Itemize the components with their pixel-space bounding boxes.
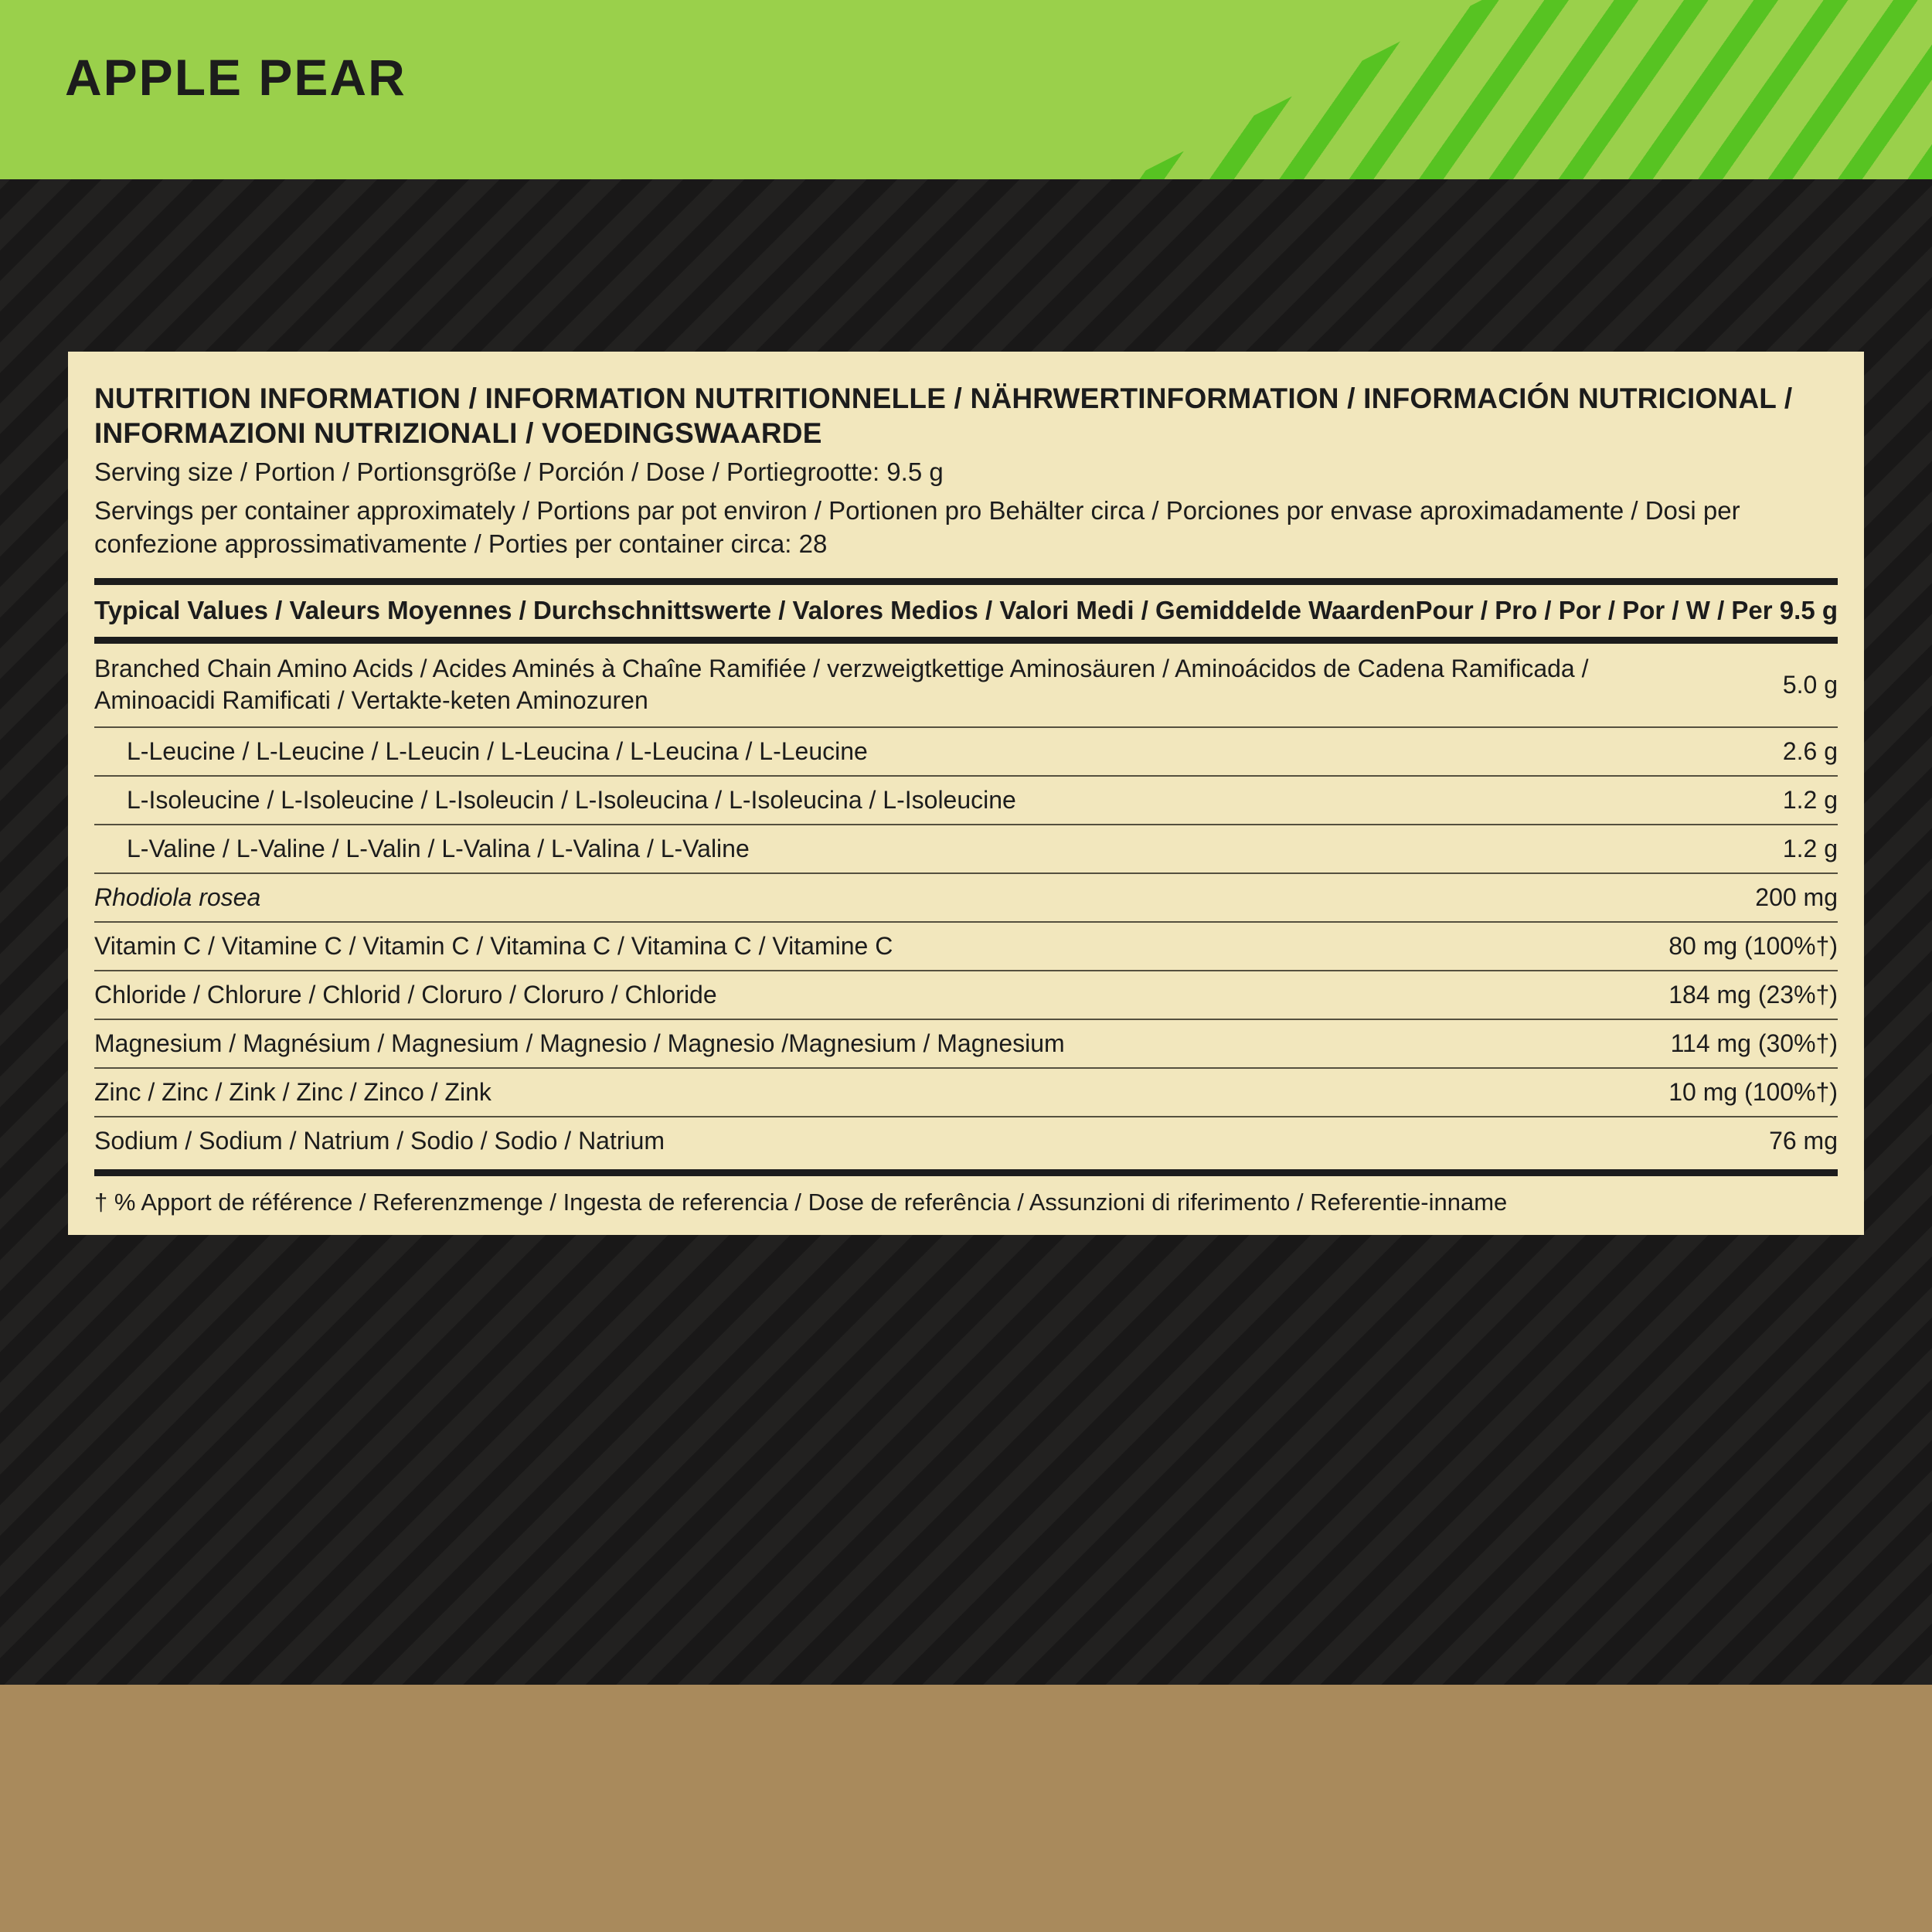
row-value: 5.0 g [1606, 644, 1838, 727]
table-row [94, 922, 1838, 971]
flavour-banner [0, 0, 1932, 179]
row-label: Branched Chain Amino Acids / Acides Aminés à Chaîne Ramifiée / verzweigtkettige Aminosäuren / Aminoácidos de Cadena Ramificada / Aminoacidi Ramificati / Vertakte-keten Aminozuren [94, 644, 1606, 727]
table-row [94, 1068, 1838, 1117]
table-row [94, 776, 1838, 825]
table-row [94, 644, 1838, 727]
row-value: 200 mg [1606, 873, 1838, 922]
row-value: 1.2 g [1606, 825, 1838, 873]
row-value: 114 mg (30%†) [1606, 1019, 1838, 1068]
row-label: Magnesium / Magnésium / Magnesium / Magnesio / Magnesio /Magnesium / Magnesium [94, 1019, 1606, 1068]
row-label: Vitamin C / Vitamine C / Vitamin C / Vitamina C / Vitamina C / Vitamine C [94, 922, 1606, 971]
row-label: L-Valine / L-Valine / L-Valin / L-Valina / L-Valina / L-Valine [94, 825, 1606, 873]
table-bottom-rule [94, 1169, 1838, 1176]
row-value: 1.2 g [1606, 776, 1838, 825]
bottom-color-bar [0, 1685, 1932, 1932]
table-row [94, 825, 1838, 873]
row-label: L-Leucine / L-Leucine / L-Leucin / L-Leucina / L-Leucina / L-Leucine [94, 727, 1606, 776]
table-header-value: Pour / Pro / Por / Por / W / Per 9.5 g [1415, 595, 1838, 624]
nutrition-rows-table [94, 644, 1838, 1165]
table-row [94, 1019, 1838, 1068]
table-row [94, 971, 1838, 1019]
table-top-rule [94, 578, 1838, 585]
row-value: 10 mg (100%†) [1606, 1068, 1838, 1117]
row-value: 80 mg (100%†) [1606, 922, 1838, 971]
table-header-label: Typical Values / Valeurs Moyennes / Durchschnittswerte / Valores Medios / Valori Medi / Gemiddelde Waarden [94, 595, 1416, 624]
table-header-row [94, 585, 1838, 637]
serving-size-line: Serving size / Portion / Portionsgröße / Porción / Dose / Portiegrootte: 9.5 g [94, 457, 944, 487]
row-value: 76 mg [1769, 1126, 1838, 1155]
nutrition-table [94, 585, 1838, 637]
table-row [94, 873, 1838, 922]
nutrition-panel-heading: NUTRITION INFORMATION / INFORMATION NUTRITIONNELLE / NÄHRWERTINFORMATION / INFORMACIÓN NUTRICIONAL / INFORMAZIONI NUTRIZIONALI / VOEDINGSWAARDE [94, 383, 1793, 450]
servings-per-container-line: Servings per container approximately / Portions par pot environ / Portionen pro Behälter circa / Porciones por envase aproximadamente / Dosi per confezione approssimativamente / Porties per container circa: 28 [94, 495, 1740, 559]
reference-intake-footnote: † % Apport de référence / Referenzmenge / Ingesta de referencia / Dose de referência / Assunzioni di riferimento / Referentie-inname [94, 1188, 1508, 1216]
row-label: Chloride / Chlorure / Chlorid / Cloruro / Cloruro / Chloride [94, 971, 1606, 1019]
row-label: Sodium / Sodium / Natrium / Sodio / Sodio / Natrium [94, 1126, 665, 1155]
nutrition-table-body [94, 585, 1838, 637]
nutrition-rows-body [94, 644, 1838, 1165]
row-label: L-Isoleucine / L-Isoleucine / L-Isoleucin / L-Isoleucina / L-Isoleucina / L-Isoleucine [94, 776, 1606, 825]
table-row [94, 727, 1838, 776]
row-value: 2.6 g [1606, 727, 1838, 776]
table-header-rule [94, 637, 1838, 644]
row-label: Rhodiola rosea [94, 873, 1606, 922]
row-value: 184 mg (23%†) [1606, 971, 1838, 1019]
table-row [94, 1117, 1838, 1165]
flavour-title: APPLE PEAR [65, 49, 406, 106]
row-label: Zinc / Zinc / Zink / Zinc / Zinco / Zink [94, 1068, 1606, 1117]
nutrition-panel [68, 352, 1864, 1235]
banner-stripe-pattern [1128, 0, 1932, 179]
